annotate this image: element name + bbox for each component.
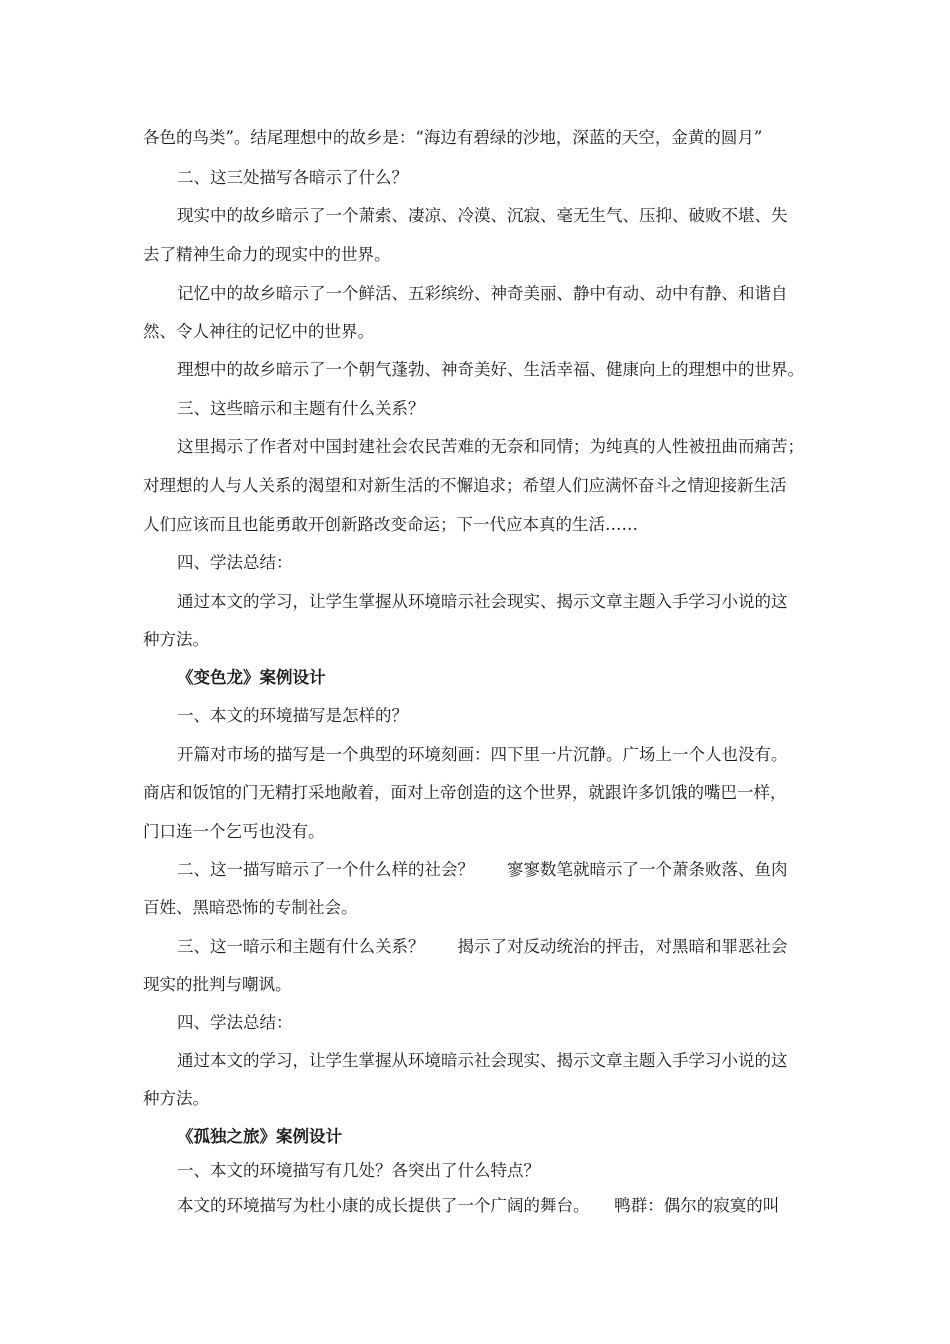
text-line: 三、这一暗示和主题有什么关系？ 揭示了对反动统治的抨击，对黑暗和罪恶社会	[177, 937, 788, 956]
text-line: 对理想的人与人关系的渴望和对新生活的不懈追求；希望人们应满怀奋斗之情迎接新生活	[143, 476, 787, 495]
text-line: 各色的鸟类”。结尾理想中的故乡是：“海边有碧绿的沙地，深蓝的天空，金黄的圆月”	[143, 128, 763, 147]
section-heading: 二、这三处描写各暗示了什么？	[177, 168, 408, 187]
section-heading: 一、本文的环境描写是怎样的？	[177, 706, 408, 725]
case-title: 《变色龙》案例设计	[177, 668, 326, 687]
text-line: 记忆中的故乡暗示了一个鲜活、五彩缤纷、神奇美丽、静中有动、动中有静、和谐自	[177, 284, 788, 303]
section-heading: 一、本文的环境描写有几处？各突出了什么特点？	[177, 1161, 540, 1180]
text-line: 理想中的故乡暗示了一个朝气蓬勃、神奇美好、生活幸福、健康向上的理想中的世界。	[177, 360, 804, 379]
text-line: 现实中的故乡暗示了一个萧索、凄凉、冷漠、沉寂、毫无生气、压抑、破败不堪、失	[177, 206, 788, 225]
text-line: 商店和饭馆的门无精打采地敞着，面对上帝创造的这个世界，就跟许多饥饿的嘴巴一样，	[143, 783, 787, 802]
case-title: 《孤独之旅》案例设计	[177, 1127, 342, 1146]
text-line: 种方法。	[143, 630, 209, 649]
text-line: 本文的环境描写为杜小康的成长提供了一个广阔的舞台。 鸭群：偶尔的寂寞的叫	[177, 1196, 780, 1215]
text-line: 百姓、黑暗恐怖的专制社会。	[143, 898, 358, 917]
section-heading: 四、学法总结：	[177, 553, 293, 572]
section-heading: 四、学法总结：	[177, 1013, 293, 1032]
text-line: 现实的批判与嘲讽。	[143, 975, 292, 994]
section-heading: 三、这些暗示和主题有什么关系？	[177, 399, 425, 418]
text-line: 门口连一个乞丐也没有。	[143, 822, 325, 841]
text-line: 去了精神生命力的现实中的世界。	[143, 245, 391, 264]
text-line: 通过本文的学习，让学生掌握从环境暗示社会现实、揭示文章主题入手学习小说的这	[177, 592, 788, 611]
text-line: 通过本文的学习，让学生掌握从环境暗示社会现实、揭示文章主题入手学习小说的这	[177, 1051, 788, 1070]
text-line: 种方法。	[143, 1089, 209, 1108]
text-line: 人们应该而且也能勇敢开创新路改变命运；下一代应本真的生活……	[143, 515, 638, 534]
text-line: 然、令人神往的记忆中的世界。	[143, 322, 374, 341]
text-line: 开篇对市场的描写是一个典型的环境刻画：四下里一片沉静。广场上一个人也没有。	[177, 745, 788, 764]
text-line: 这里揭示了作者对中国封建社会农民苦难的无奈和同情；为纯真的人性被扭曲而痛苦；	[177, 437, 804, 456]
text-line: 二、这一描写暗示了一个什么样的社会？ 寥寥数笔就暗示了一个萧条败落、鱼肉	[177, 860, 788, 879]
